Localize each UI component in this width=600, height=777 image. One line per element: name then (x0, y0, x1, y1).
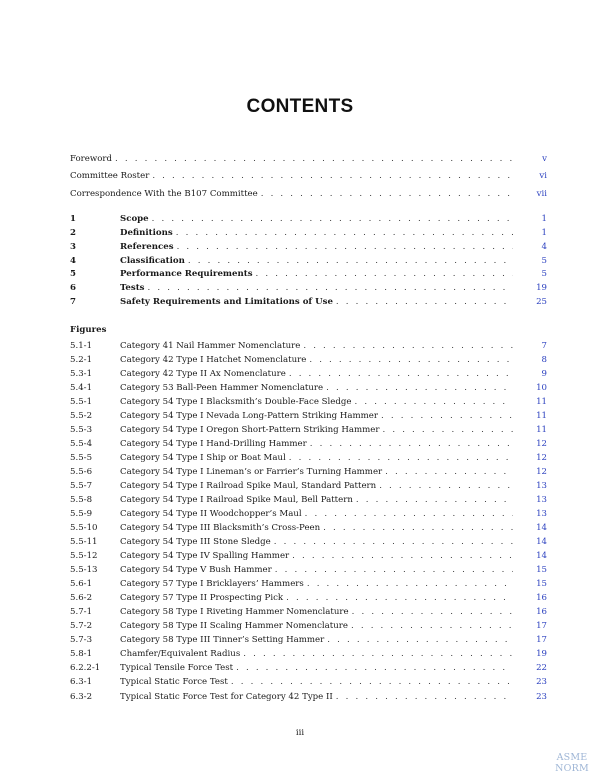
toc-entry-title: Category 57 Type II Prospecting Pick (120, 592, 286, 604)
toc-entry-page-link[interactable]: 19 (536, 283, 547, 294)
toc-entry[interactable] (70, 466, 547, 478)
dot-leader (148, 282, 513, 294)
toc-entry-page-link[interactable]: 9 (541, 369, 547, 380)
toc-entry[interactable] (70, 564, 547, 576)
toc-entry-number: 1 (70, 214, 76, 224)
toc-entry[interactable] (70, 634, 547, 646)
dot-leader (354, 396, 513, 408)
dot-leader (303, 340, 513, 352)
toc-entry-title: Category 58 Type II Scaling Hammer Nomenclature (120, 620, 351, 632)
toc-entry-number: 5.7-1 (70, 607, 93, 618)
dot-leader (231, 676, 513, 688)
toc-entry-number: 2 (70, 227, 76, 238)
toc-entry-title: Safety Requirements and Limitations of Use (120, 296, 336, 308)
toc-entry[interactable] (70, 494, 547, 506)
toc-entry[interactable] (70, 340, 547, 352)
toc-entry-title: Scope (120, 213, 152, 225)
toc-entry-title: Category 53 Ball-Peen Hammer Nomenclature (120, 382, 326, 394)
toc-entry-page-link[interactable]: 13 (536, 481, 547, 492)
toc-entry-title: Category 54 Type I Lineman’s or Farrier’s Turning Hammer (120, 466, 385, 478)
dot-leader (307, 578, 513, 590)
toc-entry[interactable] (70, 592, 547, 604)
toc-entry[interactable] (70, 282, 547, 294)
dot-leader (188, 255, 513, 267)
toc-entry-page-link[interactable]: 17 (536, 635, 547, 646)
dot-leader (292, 550, 513, 562)
figures-heading: Figures (70, 325, 107, 335)
toc-entry[interactable] (70, 438, 547, 450)
toc-entry-number: 5.5-8 (70, 495, 93, 506)
toc-entry-page-link[interactable]: 1 (541, 214, 547, 224)
toc-entry-title: Category 42 Type II Ax Nomenclature (120, 368, 289, 380)
toc-entry-title: Chamfer/Equivalent Radius (120, 648, 243, 660)
dot-leader (310, 438, 513, 450)
toc-entry-number: 5.4-1 (70, 383, 93, 394)
toc-entry-page-link[interactable]: 12 (536, 453, 547, 464)
toc-entry[interactable] (70, 480, 547, 492)
toc-entry[interactable] (70, 188, 547, 200)
dot-leader (152, 213, 513, 225)
toc-entry[interactable] (70, 508, 547, 520)
dot-leader (326, 382, 513, 394)
toc-entry-title: Category 54 Type IV Spalling Hammer (120, 550, 292, 562)
toc-entry[interactable] (70, 368, 547, 380)
toc-entry-page-link[interactable]: 8 (541, 355, 547, 366)
dot-leader (323, 522, 513, 534)
toc-entry-page-link[interactable]: 12 (536, 439, 547, 450)
toc-entry-title: Category 54 Type III Blacksmith’s Cross-Peen (120, 522, 323, 534)
toc-entry-page-link[interactable]: 13 (536, 495, 547, 506)
dot-leader (351, 620, 513, 632)
toc-entry-page-link[interactable]: 23 (536, 691, 547, 702)
toc-entry-number: 7 (70, 297, 76, 308)
toc-entry-number: 5.5-13 (70, 565, 98, 576)
dot-leader (289, 368, 513, 380)
toc-entry[interactable] (70, 296, 547, 308)
toc-entry-title: Category 54 Type I Hand-Drilling Hammer (120, 438, 310, 450)
toc-entry[interactable] (70, 648, 547, 660)
toc-entry-page-link[interactable]: 23 (536, 677, 547, 688)
toc-entry[interactable] (70, 382, 547, 394)
dot-leader (309, 354, 513, 366)
toc-entry-title: Foreword (70, 153, 115, 165)
toc-entry-title: Category 54 Type I Ship or Boat Maul (120, 452, 289, 464)
toc-entry[interactable] (70, 410, 547, 422)
toc-entry[interactable] (70, 550, 547, 562)
toc-entry-number: 5.5-10 (70, 523, 98, 534)
toc-entry-page-link[interactable]: 17 (536, 621, 547, 632)
toc-entry-title: Typical Static Force Test for Category 42 Type II (120, 691, 336, 703)
toc-entry-page-link[interactable]: 25 (536, 297, 547, 308)
toc-entry-page-link[interactable]: 12 (536, 467, 547, 478)
dot-leader (274, 536, 513, 548)
dot-leader (243, 648, 513, 660)
toc-entry-number: 5.5-2 (70, 411, 93, 422)
toc-entry-title: Category 58 Type III Tinner’s Setting Hammer (120, 634, 327, 646)
dot-leader (286, 592, 513, 604)
toc-entry-number: 5.5-1 (70, 397, 93, 408)
toc-entry-number: 5.5-3 (70, 425, 93, 436)
toc-entry-number: 5.5-5 (70, 453, 93, 464)
toc-entry[interactable] (70, 676, 547, 688)
toc-entry-page-link[interactable]: 10 (536, 383, 547, 394)
toc-entry-title: Typical Tensile Force Test (120, 662, 236, 674)
toc-entry-number: 5 (70, 269, 76, 280)
toc-entry-title: Correspondence With the B107 Committee (70, 188, 261, 200)
toc-entry-page-link[interactable]: 19 (536, 649, 547, 660)
toc-entry-title: Category 54 Type II Woodchopper’s Maul (120, 508, 305, 520)
dot-leader (275, 564, 513, 576)
toc-entry-page-link[interactable]: vi (539, 171, 547, 182)
toc-entry-page-link[interactable]: 5 (541, 269, 547, 280)
toc-entry-title: Definitions (120, 227, 176, 239)
toc-entry-title: Tests (120, 282, 148, 294)
toc-entry[interactable] (70, 153, 547, 165)
toc-entry[interactable] (70, 227, 547, 239)
toc-entry-number: 5.5-6 (70, 467, 93, 478)
dot-leader (352, 606, 513, 618)
toc-entry-number: 5.5-7 (70, 481, 93, 492)
dot-leader (327, 634, 513, 646)
toc-entry-number: 5.7-2 (70, 621, 93, 632)
toc-entry-number: 5.5-4 (70, 439, 93, 450)
toc-entry-title: Category 54 Type I Railroad Spike Maul, Standard Pattern (120, 480, 379, 492)
toc-entry-title: Classification (120, 255, 188, 267)
toc-entry-number: 3 (70, 241, 76, 252)
toc-entry-title: Category 42 Type I Hatchet Nomenclature (120, 354, 309, 366)
toc-entry[interactable] (70, 213, 547, 225)
toc-entry[interactable] (70, 452, 547, 464)
toc-entry[interactable] (70, 396, 547, 408)
dot-leader (176, 227, 513, 239)
toc-entry-page-link[interactable]: 11 (536, 425, 547, 436)
toc-entry[interactable] (70, 691, 547, 703)
toc-entry-page-link[interactable]: 14 (536, 537, 547, 548)
toc-entry-title: Category 54 Type I Nevada Long-Pattern Striking Hammer (120, 410, 381, 422)
toc-entry-number: 5.2-1 (70, 355, 93, 366)
watermark-logo: ASME NORM (555, 752, 589, 774)
toc-entry-number: 5.6-2 (70, 593, 93, 604)
toc-entry-number: 4 (70, 255, 76, 266)
dot-leader (336, 296, 513, 308)
toc-entry-title: Performance Requirements (120, 268, 256, 280)
toc-entry-number: 5.7-3 (70, 635, 93, 646)
toc-entry[interactable] (70, 241, 547, 253)
toc-entry-number: 6.2.2-1 (70, 663, 101, 674)
toc-entry-title: Committee Roster (70, 170, 152, 182)
toc-entry-title: Category 54 Type III Stone Sledge (120, 536, 274, 548)
toc-entry-page-link[interactable]: 22 (536, 663, 547, 674)
toc-entry-title: Category 54 Type I Blacksmith’s Double-Face Sledge (120, 396, 354, 408)
toc-entry[interactable] (70, 354, 547, 366)
dot-leader (261, 188, 513, 200)
toc-entry[interactable] (70, 606, 547, 618)
toc-entry-title: Category 41 Nail Hammer Nomenclature (120, 340, 303, 352)
toc-entry-page-link[interactable]: 1 (541, 227, 547, 238)
toc-entry-number: 5.1-1 (70, 341, 93, 351)
toc-entry-number: 5.3-1 (70, 369, 93, 380)
dot-leader (289, 452, 513, 464)
dot-leader (236, 662, 513, 674)
toc-entry-page-link[interactable]: 16 (536, 607, 547, 618)
dot-leader (115, 153, 513, 165)
toc-entry-number: 6.3-1 (70, 677, 93, 688)
toc-entry-page-link[interactable]: 11 (536, 397, 547, 408)
page-number-footer: iii (295, 728, 305, 738)
dot-leader (177, 241, 513, 253)
toc-entry-page-link[interactable]: 11 (536, 411, 547, 422)
toc-entry-page-link[interactable]: 15 (536, 565, 547, 576)
toc-entry-page-link[interactable]: vii (536, 188, 547, 199)
toc-entry-title: References (120, 241, 177, 253)
toc-entry-page-link[interactable]: 5 (541, 255, 547, 266)
toc-entry-number: 5.5-12 (70, 551, 98, 562)
dot-leader (336, 691, 513, 703)
toc-entry-page-link[interactable]: 15 (536, 579, 547, 590)
dot-leader (356, 494, 513, 506)
dot-leader (385, 466, 513, 478)
toc-entry-page-link[interactable]: 14 (536, 523, 547, 534)
toc-entry-page-link[interactable]: 4 (541, 241, 547, 252)
toc-entry[interactable] (70, 170, 547, 182)
toc-entry[interactable] (70, 522, 547, 534)
toc-entry[interactable] (70, 620, 547, 632)
toc-entry[interactable] (70, 536, 547, 548)
toc-entry[interactable] (70, 578, 547, 590)
toc-entry-number: 5.8-1 (70, 649, 93, 660)
dot-leader (381, 410, 513, 422)
dot-leader (382, 424, 513, 436)
toc-entry[interactable] (70, 268, 547, 280)
toc-entry-page-link[interactable]: 7 (541, 341, 547, 351)
dot-leader (152, 170, 513, 182)
toc-entry[interactable] (70, 255, 547, 267)
toc-entry-page-link[interactable]: 14 (536, 551, 547, 562)
toc-entry[interactable] (70, 424, 547, 436)
toc-entry-page-link[interactable]: v (542, 154, 547, 164)
toc-entry-title: Typical Static Force Test (120, 676, 231, 688)
toc-entry-title: Category 54 Type I Oregon Short-Pattern Striking Hammer (120, 424, 382, 436)
toc-entry-number: 5.5-9 (70, 509, 93, 520)
toc-entry-page-link[interactable]: 13 (536, 509, 547, 520)
dot-leader (379, 480, 513, 492)
dot-leader (256, 268, 513, 280)
page-title: CONTENTS (246, 96, 354, 117)
toc-entry[interactable] (70, 662, 547, 674)
toc-entry-title: Category 54 Type I Railroad Spike Maul, Bell Pattern (120, 494, 356, 506)
toc-entry-title: Category 58 Type I Riveting Hammer Nomenclature (120, 606, 352, 618)
toc-entry-title: Category 54 Type V Bush Hammer (120, 564, 275, 576)
toc-entry-number: 6 (70, 283, 76, 294)
toc-entry-title: Category 57 Type I Bricklayers’ Hammers (120, 578, 307, 590)
dot-leader (305, 508, 513, 520)
toc-entry-page-link[interactable]: 16 (536, 593, 547, 604)
toc-entry-number: 6.3-2 (70, 691, 93, 702)
toc-entry-number: 5.5-11 (70, 537, 98, 548)
toc-entry-number: 5.6-1 (70, 579, 93, 590)
